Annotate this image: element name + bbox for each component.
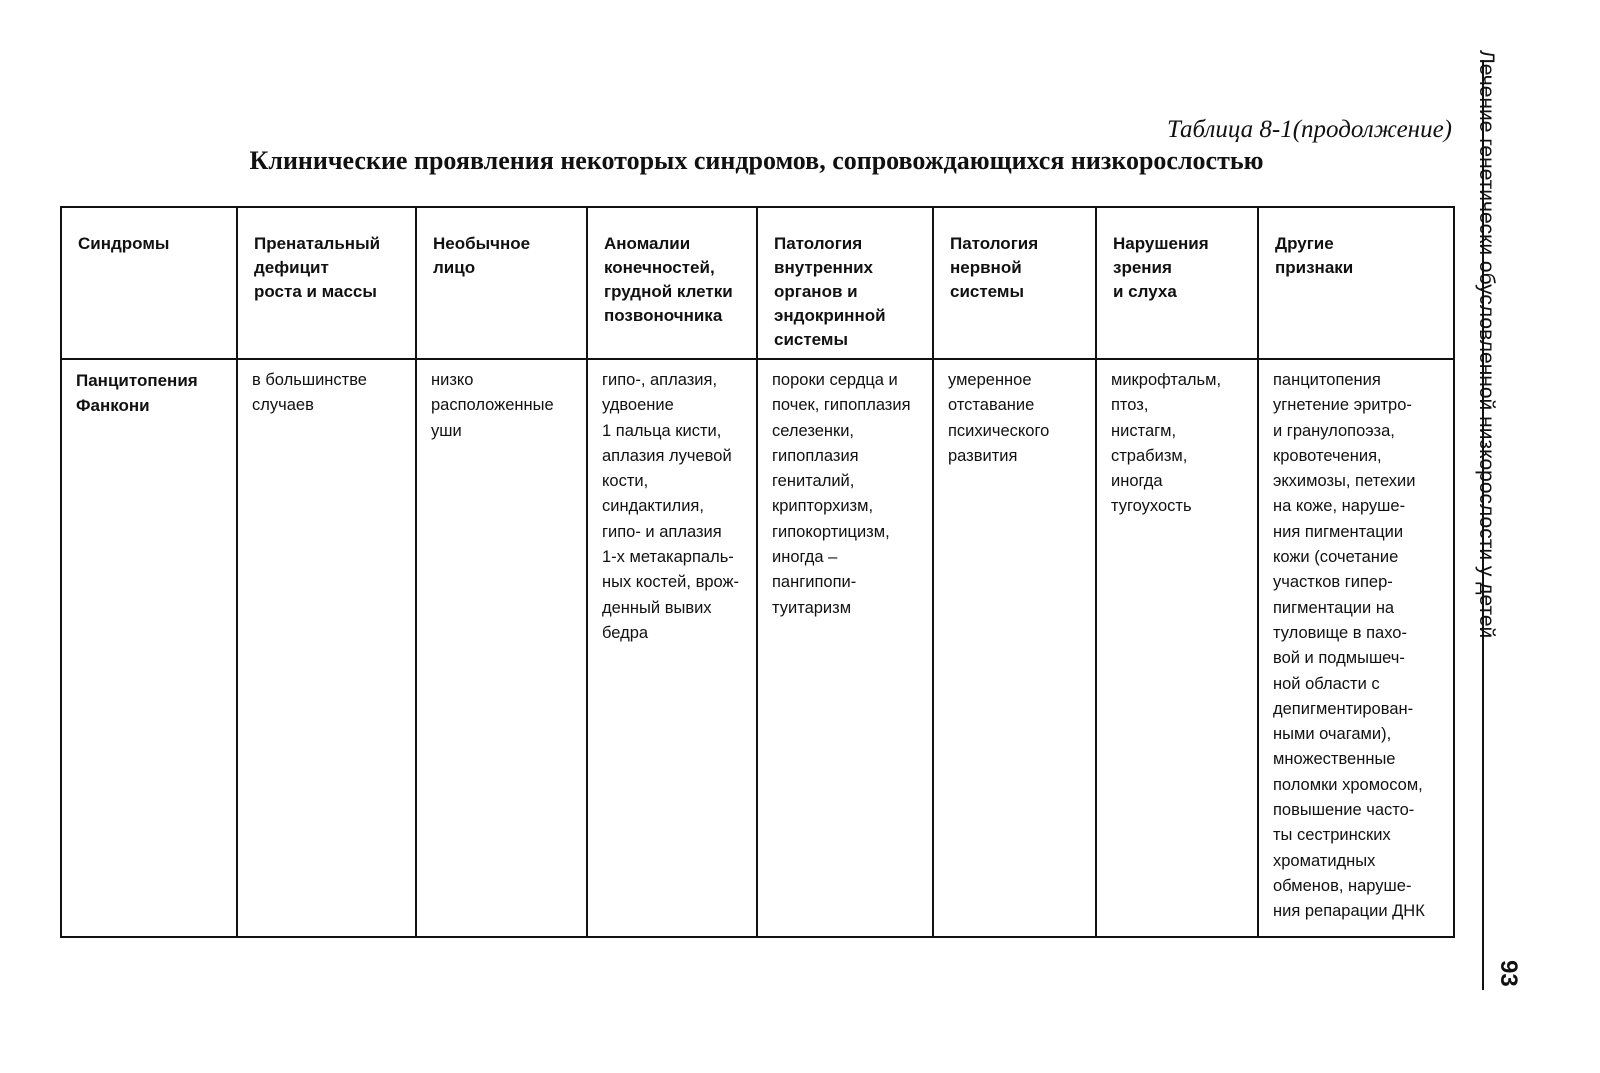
header-limb-anomalies xyxy=(587,207,757,359)
cell-line: системы xyxy=(774,330,849,349)
cell-line: Патология xyxy=(774,234,863,253)
cell-line: бедра xyxy=(602,623,649,642)
table-caption: Таблица 8-1(продолжение) xyxy=(1167,116,1452,143)
cell-line: синдактилия, xyxy=(602,497,704,516)
cell-line: в большинстве xyxy=(252,371,367,389)
cell-other-signs xyxy=(1258,359,1454,937)
cell-line: зрения xyxy=(1113,258,1172,277)
page-number xyxy=(1492,960,1522,1010)
cell-line: микрофтальм, xyxy=(1111,371,1222,389)
cell-line: кожи (сочетание xyxy=(1273,548,1399,567)
cell-line: роста и массы xyxy=(254,282,377,301)
cell-line: позвоночника xyxy=(604,306,723,325)
cell-line: пангипопи- xyxy=(772,573,857,592)
cell-line: лицо xyxy=(433,258,476,277)
cell-line: почек, гипоплазия xyxy=(772,396,911,415)
cell-line: случаев xyxy=(252,396,314,415)
cell-line: туловище в пахо- xyxy=(1273,623,1407,642)
cell-line: вой и подмышеч- xyxy=(1273,649,1405,668)
cell-line: участков гипер- xyxy=(1273,573,1393,592)
cell-line: развития xyxy=(948,446,1018,465)
table-header-row xyxy=(61,207,1454,359)
header-internal-organs xyxy=(757,207,933,359)
header-nervous-system xyxy=(933,207,1096,359)
cell-unusual-face xyxy=(416,359,587,937)
cell-internal-organs xyxy=(757,359,933,937)
cell-line: ния репарации ДНК xyxy=(1273,902,1425,921)
cell-line: и гранулопоэза, xyxy=(1273,421,1395,440)
cell-line: иногда xyxy=(1111,472,1163,491)
cell-line: эндокринной xyxy=(774,306,886,325)
cell-limb-anomalies xyxy=(587,359,757,937)
cell-line: внутренних xyxy=(774,258,873,277)
cell-line: обменов, наруше- xyxy=(1273,876,1412,895)
cell-line: денный вывих xyxy=(602,598,712,617)
cell-line: экхимозы, петехии xyxy=(1273,472,1416,491)
cell-line: гипоплазия xyxy=(772,446,859,465)
cell-line: ной области с xyxy=(1273,674,1380,693)
cell-line: конечностей, xyxy=(604,258,715,277)
cell-line: удвоение xyxy=(602,396,674,415)
cell-line: дефицит xyxy=(254,258,329,277)
cell-line: признаки xyxy=(1275,258,1354,277)
cell-line: множественные xyxy=(1273,750,1396,769)
cell-line: гипо- и аплазия xyxy=(602,522,722,541)
cell-line: депигментирован- xyxy=(1273,699,1414,718)
cell-line: 1 пальца кисти, xyxy=(602,421,722,440)
cell-vision-hearing xyxy=(1096,359,1258,937)
cell-line: Нарушения xyxy=(1113,234,1209,253)
cell-line: крипторхизм, xyxy=(772,497,874,516)
cell-line: гипо-, аплазия, xyxy=(602,371,718,389)
cell-line: грудной клетки xyxy=(604,282,733,301)
cell-line: уши xyxy=(431,421,462,440)
header-vision-hearing xyxy=(1096,207,1258,359)
cell-line: ния пигментации xyxy=(1273,522,1404,541)
cell-line: умеренное xyxy=(948,371,1032,389)
cell-line: туитаризм xyxy=(772,598,852,617)
cell-line: кости, xyxy=(602,472,649,491)
cell-line: низко xyxy=(431,371,474,389)
cell-line: панцитопения xyxy=(1273,371,1381,389)
cell-line: Пренатальный xyxy=(254,234,381,253)
cell-line: на коже, наруше- xyxy=(1273,497,1406,516)
cell-line: кровотечения, xyxy=(1273,446,1382,465)
cell-line: пигментации на xyxy=(1273,598,1395,617)
running-head xyxy=(1468,50,1504,650)
header-prenatal-deficit xyxy=(237,207,416,359)
cell-line: органов и xyxy=(774,282,858,301)
cell-line: и слуха xyxy=(1113,282,1177,301)
cell-line: хроматидных xyxy=(1273,851,1376,870)
cell-line: ты сестринских xyxy=(1273,826,1391,845)
cell-line: расположенные xyxy=(431,396,554,415)
header-other-signs xyxy=(1258,207,1454,359)
header-syndromes xyxy=(61,207,237,359)
cell-line: 1-х метакарпаль- xyxy=(602,548,734,567)
running-head-text: Лечение генетически обусловленной низкорослости у детей xyxy=(1475,50,1498,639)
cell-line: аплазия лучевой xyxy=(602,446,732,465)
cell-prenatal-deficit xyxy=(237,359,416,937)
cell-line: птоз, xyxy=(1111,396,1149,415)
cell-line: Фанкони xyxy=(76,396,150,416)
cell-line: повышение часто- xyxy=(1273,801,1415,820)
cell-line: иногда – xyxy=(772,548,838,567)
cell-line: системы xyxy=(950,282,1025,301)
cell-line: отставание xyxy=(948,396,1035,415)
syndromes-table xyxy=(60,206,1455,938)
cell-nervous-system xyxy=(933,359,1096,937)
cell-line: селезенки, xyxy=(772,421,855,440)
cell-line: гипокортицизм, xyxy=(772,522,890,541)
cell-line: поломки хромосом, xyxy=(1273,775,1423,794)
table-row xyxy=(61,359,1454,937)
page-number-text: 93 xyxy=(1495,960,1522,987)
cell-line: Синдромы xyxy=(78,234,170,253)
cell-line: гениталий, xyxy=(772,472,855,491)
cell-syndrome-name xyxy=(61,359,237,937)
cell-line: Аномалии xyxy=(604,234,691,253)
cell-line: тугоухость xyxy=(1111,497,1192,516)
cell-line: Патология xyxy=(950,234,1039,253)
table-title: Клинические проявления некоторых синдромов, сопровождающихся низкорослостью xyxy=(249,146,1264,175)
cell-line: Панцитопения xyxy=(76,371,198,390)
cell-line: нистагм, xyxy=(1111,421,1177,440)
cell-line: ных костей, врож- xyxy=(602,573,740,592)
cell-line: нервной xyxy=(950,258,1022,277)
cell-line: Необычное xyxy=(433,234,531,253)
cell-line: угнетение эритро- xyxy=(1273,396,1412,415)
cell-line: пороки сердца и xyxy=(772,371,898,389)
header-unusual-face xyxy=(416,207,587,359)
cell-line: психического xyxy=(948,421,1050,440)
cell-line: ными очагами), xyxy=(1273,725,1392,744)
cell-line: Другие xyxy=(1275,234,1334,253)
cell-line: страбизм, xyxy=(1111,446,1188,465)
